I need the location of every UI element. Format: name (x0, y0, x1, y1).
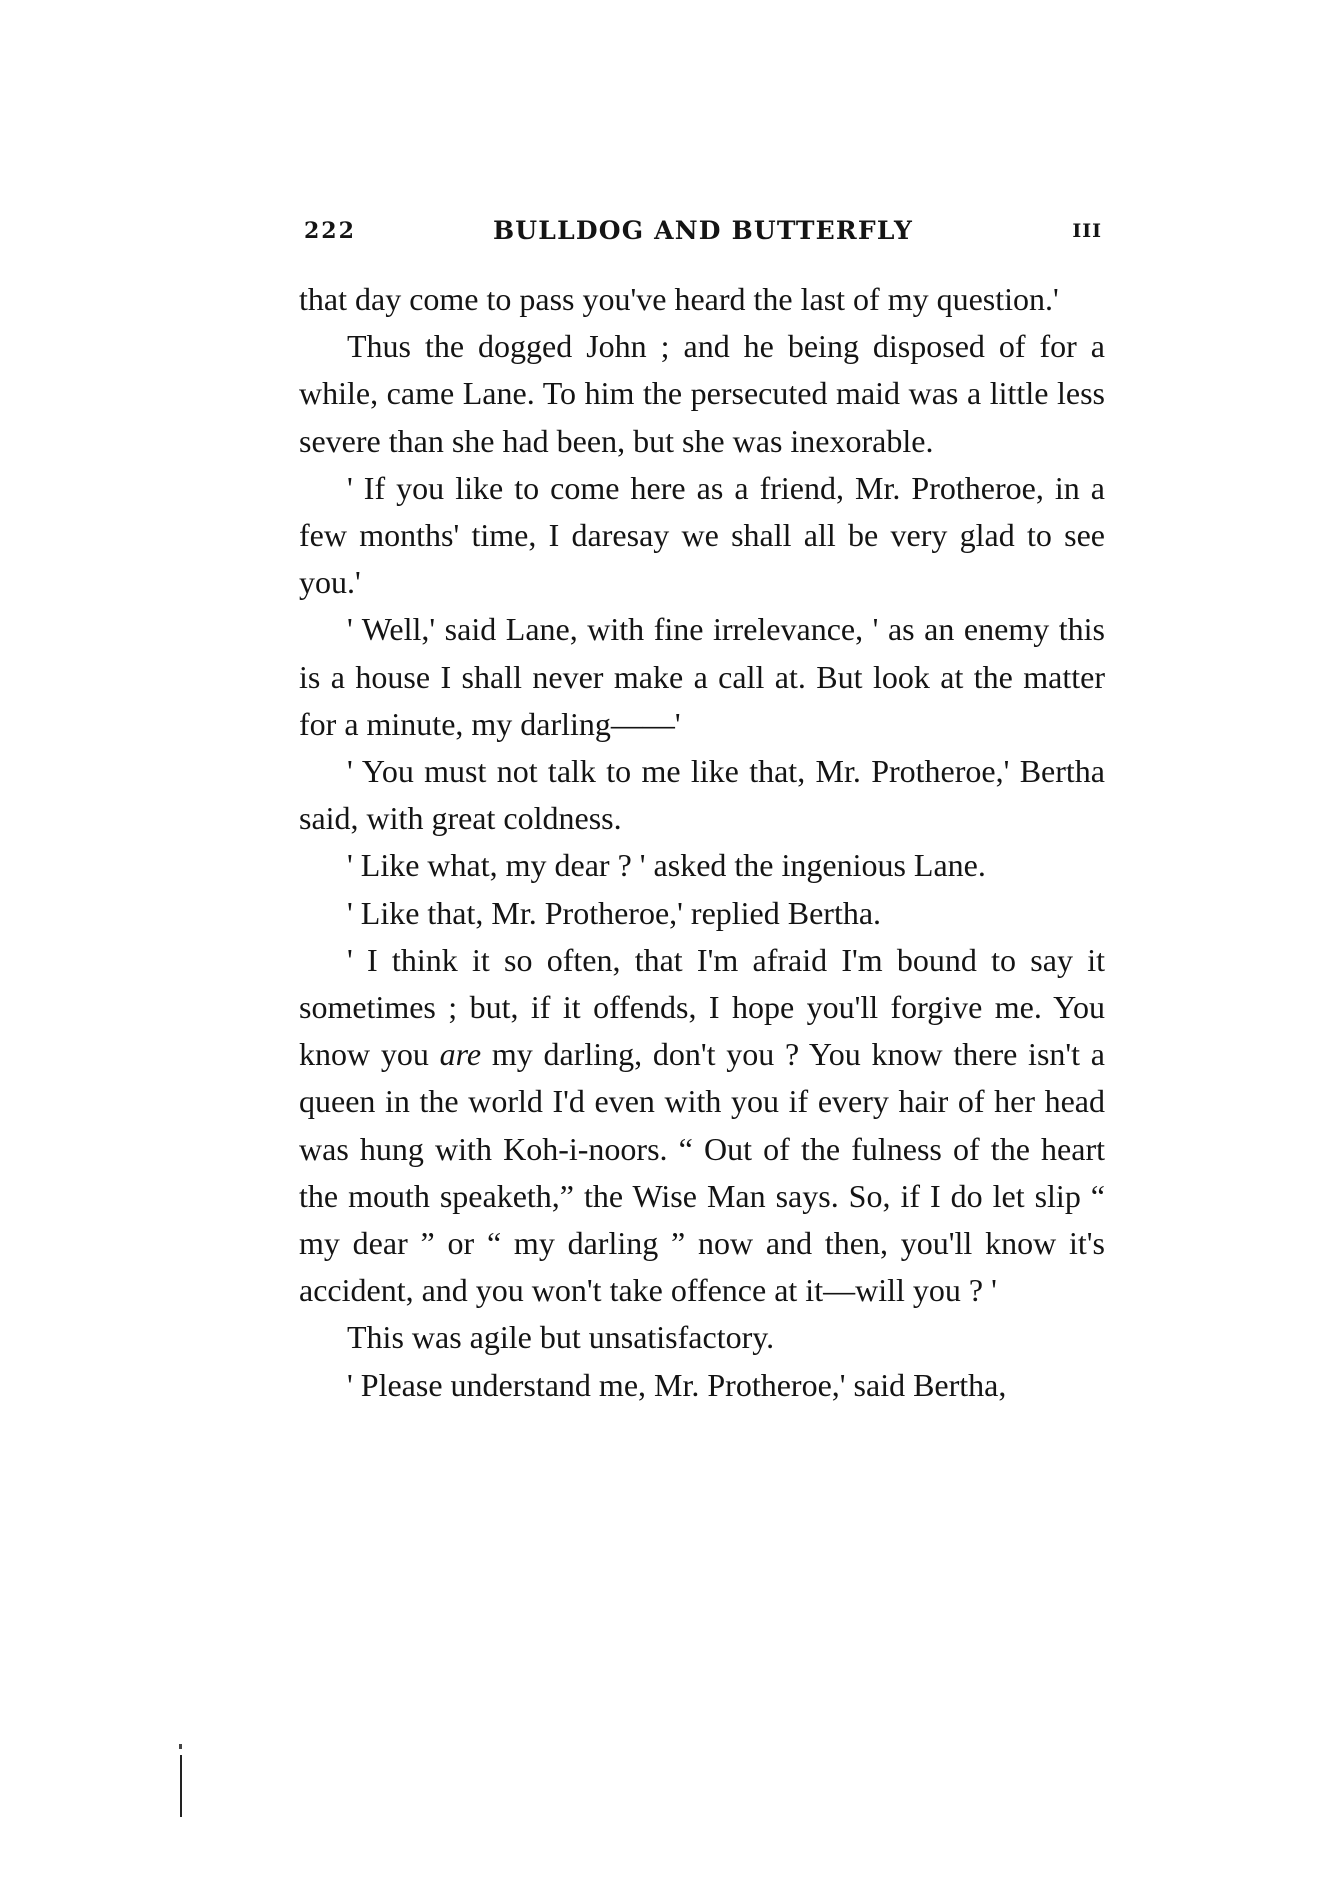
scan-margin-mark (180, 1755, 182, 1817)
page-number: 222 (304, 218, 356, 244)
paragraph: ' If you like to come here as a friend, Mr. Protheroe, in a few months' time, I daresay we shall all be very glad to see you.' (299, 469, 1105, 601)
running-head (300, 212, 1106, 252)
emphasis-text: are (439, 1036, 482, 1073)
paragraph: This was agile but unsatisfactory. (347, 1319, 775, 1356)
paragraph: ' You must not talk to me like that, Mr. Protheroe,' Bertha said, with great coldness. (299, 753, 1105, 837)
scan-mark-dot (179, 1744, 182, 1749)
body-text (299, 276, 1105, 1409)
paragraph (299, 937, 1105, 1315)
paragraph: ' Like what, my dear ? ' asked the ingenious Lane. (347, 847, 986, 884)
running-title: BULLDOG AND BUTTERFLY (492, 216, 914, 245)
paragraph: ' Like that, Mr. Protheroe,' replied Bertha. (347, 894, 882, 931)
chapter-number: III (1072, 220, 1102, 242)
paragraph-text: ' I think it so often, that I'm afraid I'm bound to say it sometimes ; but, if it offends, I hope you'll forgive me. You know you (299, 941, 1105, 1073)
paragraph-text: my darling, don't you ? You know there isn't a queen in the world I'd even with you if every hair of her head was hung with Koh-i-noors. “ Out of the fulness of the heart the mouth speaketh,” the Wise Man says. So, if I do let slip “ my dear ” or “ my darling ” now and then, you'll know it's accident, and you won't take offence at it—will you ? ' (299, 1036, 1106, 1309)
paragraph: Thus the dogged John ; and he being disposed of for a while, came Lane. To him the persecuted maid was a little less severe than she had been, but she was inexorable. (299, 328, 1105, 459)
paragraph: ' Well,' said Lane, with fine irrelevance, ' as an enemy this is a house I shall never make a call at. But look at the matter for a minute, my darling——' (299, 611, 1105, 742)
paragraph: that day come to pass you've heard the last of my question.' (299, 281, 1059, 317)
paragraph: ' Please understand me, Mr. Protheroe,' said Bertha, (347, 1366, 1007, 1403)
